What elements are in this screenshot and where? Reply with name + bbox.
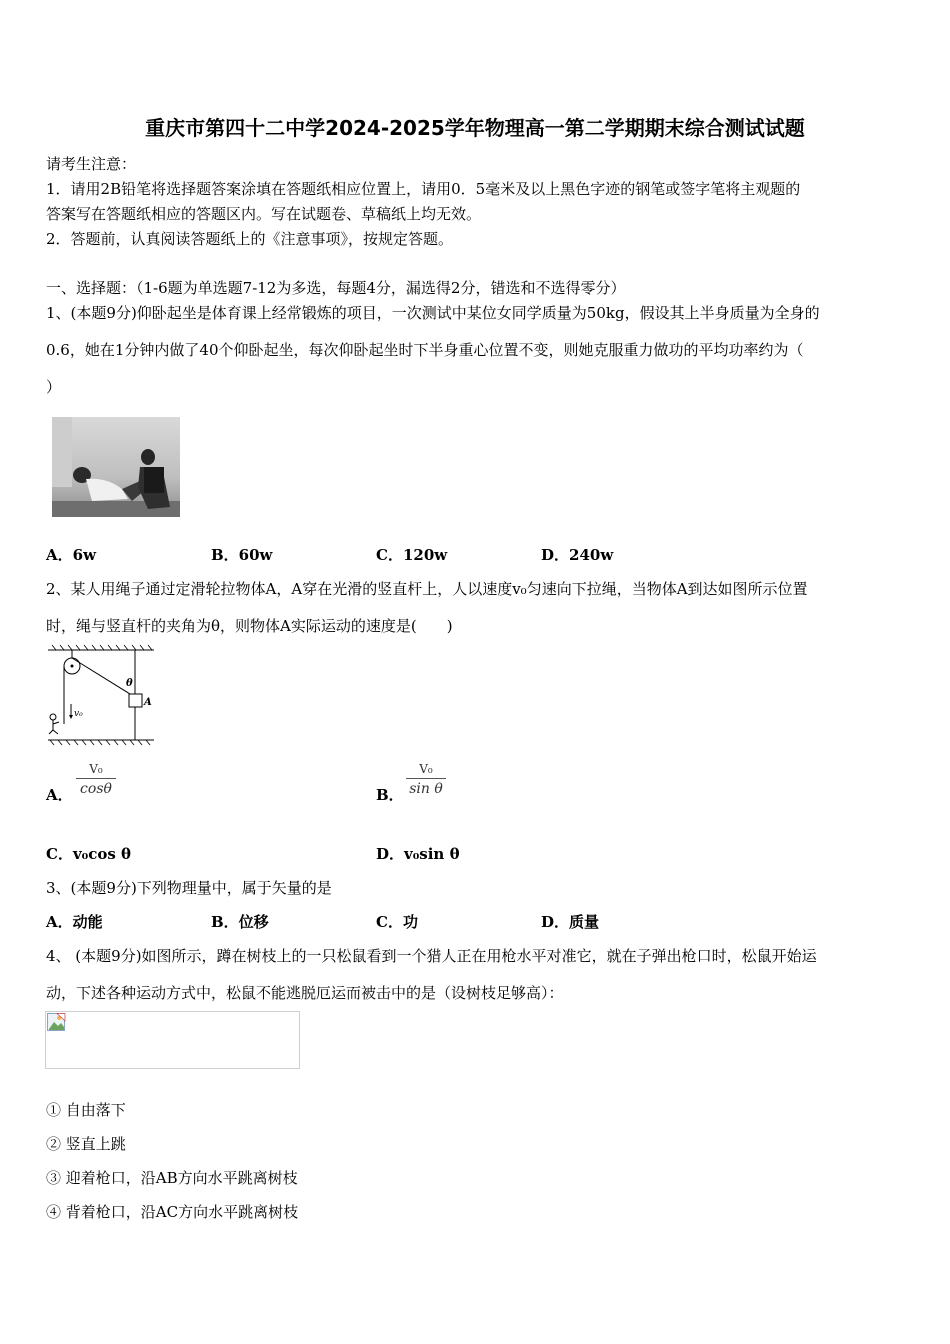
diagram-label-v0: v₀ bbox=[74, 709, 83, 719]
notice-heading: 请考生注意： bbox=[46, 155, 137, 173]
diagram-label-a: A bbox=[144, 697, 152, 708]
q2-option-b-label[interactable]: B． bbox=[376, 786, 404, 804]
q2-option-a-numerator: V₀ bbox=[89, 762, 103, 776]
q1-line-2: 0.6，她在1分钟内做了40个仰卧起坐，每次仰卧起坐时下半身重心位置不变，则她克服重力做功的平均功率约为（ bbox=[46, 341, 804, 359]
q2-option-c[interactable]: C．v₀cos θ bbox=[46, 845, 132, 863]
q3-option-c[interactable]: C．功 bbox=[376, 913, 418, 931]
q3-option-a[interactable]: A．动能 bbox=[46, 913, 103, 931]
q4-item-4: ④ 背着枪口，沿AC方向水平跳离树枝 bbox=[46, 1203, 299, 1221]
q2-option-b-fraction[interactable] bbox=[406, 762, 446, 797]
q1-line-1: 1、(本题9分)仰卧起坐是体育课上经常锻炼的项目，一次测试中某位女同学质量为50kg，假设其上半身质量为全身的 bbox=[46, 304, 820, 322]
q4-item-2: ② 竖直上跳 bbox=[46, 1135, 126, 1153]
q2-option-a-label[interactable]: A． bbox=[46, 786, 73, 804]
q2-line-2: 时，绳与竖直杆的夹角为θ，则物体A实际运动的速度是( ) bbox=[46, 617, 453, 635]
pulley-diagram bbox=[44, 644, 158, 746]
q2-option-b-denominator: sin θ bbox=[409, 781, 443, 797]
broken-image-icon bbox=[47, 1013, 67, 1033]
q2-option-a-denominator: cosθ bbox=[80, 781, 112, 797]
q3-line-1: 3、(本题9分)下列物理量中，属于矢量的是 bbox=[46, 879, 332, 897]
q4-line-1: 4、 (本题9分)如图所示，蹲在树枝上的一只松鼠看到一个猎人正在用枪水平对准它，就在子弹出枪口时，松鼠开始运 bbox=[46, 947, 817, 965]
q2-option-d[interactable]: D．v₀sin θ bbox=[376, 845, 460, 863]
q1-option-b[interactable]: B．60w bbox=[211, 546, 273, 564]
situp-photo bbox=[52, 417, 180, 517]
q4-item-1: ① 自由落下 bbox=[46, 1101, 126, 1119]
q1-line-3: ） bbox=[46, 378, 62, 396]
notice-line-1: 1．请用2B铅笔将选择题答案涂填在答题纸相应位置上，请用0．5毫米及以上黑色字迹的钢笔或签字笔将主观题的 bbox=[46, 180, 801, 198]
q1-option-d[interactable]: D．240w bbox=[541, 546, 614, 564]
broken-image-placeholder bbox=[45, 1011, 300, 1069]
q2-line-1: 2、某人用绳子通过定滑轮拉物体A，A穿在光滑的竖直杆上，人以速度v₀匀速向下拉绳，当物体A到达如图所示位置 bbox=[46, 580, 808, 598]
page-title: 重庆市第四十二中学2024-2025学年物理高一第二学期期末综合测试试题 bbox=[145, 116, 805, 140]
q3-option-d[interactable]: D．质量 bbox=[541, 913, 600, 931]
diagram-label-theta: θ bbox=[126, 678, 133, 689]
section-heading: 一、选择题：（1-6题为单选题7-12为多选，每题4分，漏选得2分，错选和不选得零分） bbox=[46, 279, 626, 297]
q3-option-b[interactable]: B．位移 bbox=[211, 913, 269, 931]
q2-option-b-numerator: V₀ bbox=[419, 762, 433, 776]
q1-option-a[interactable]: A．6w bbox=[46, 546, 96, 564]
q4-line-2: 动，下述各种运动方式中，松鼠不能逃脱厄运而被击中的是（设树枝足够高）： bbox=[46, 984, 564, 1002]
notice-line-3: 2．答题前，认真阅读答题纸上的《注意事项》，按规定答题。 bbox=[46, 230, 454, 248]
q4-item-3: ③ 迎着枪口，沿AB方向水平跳离树枝 bbox=[46, 1169, 298, 1187]
q1-option-c[interactable]: C．120w bbox=[376, 546, 448, 564]
q2-option-a-fraction[interactable] bbox=[76, 762, 116, 797]
notice-line-2: 答案写在答题纸相应的答题区内。写在试题卷、草稿纸上均无效。 bbox=[46, 205, 482, 223]
